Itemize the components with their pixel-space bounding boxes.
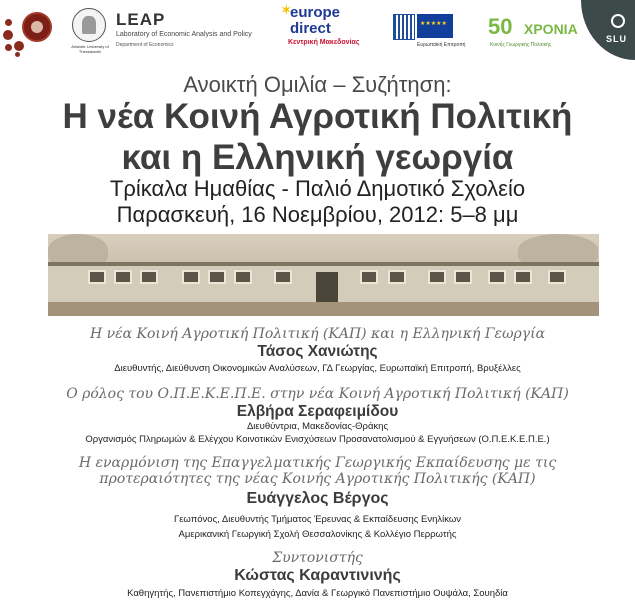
talk-2-affiliation-1: Διευθύντρια, Μακεδονίας-Θράκης xyxy=(246,421,389,432)
europe-direct-line2: direct xyxy=(290,20,331,37)
talk-1-title: Η νέα Κοινή Αγροτική Πολιτική (ΚΑΠ) και η Ελληνική Γεωργία xyxy=(89,326,546,342)
ec-building-icon xyxy=(393,14,415,40)
event-title-line2: και η Ελληνική γεωργία xyxy=(121,138,514,177)
leap-name: LEAP xyxy=(116,10,166,29)
talk-3-title-line1: Η εναρμόνιση της Επαγγελματικής Γεωργικής Εκπαίδευσης με τις xyxy=(78,455,557,471)
talk-2-affiliation-2: Οργανισμός Πληρωμών & Ελέγχου Κοινοτικών Ενισχύσεων Προσανατολισμού & Εγγυήσεων (Ο.Π.Ε.Κ.Ε.Π.Ε.) xyxy=(85,434,550,445)
xronia-word: XPONIA xyxy=(524,21,578,37)
header-logos xyxy=(0,0,635,64)
moderator-name: Κώστας Καραντινινής xyxy=(234,567,401,584)
talk-2-title: Ο ρόλος του Ο.Π.Ε.Κ.Ε.Π.Ε. στην νέα Κοινή Αγροτική Πολιτική (ΚΑΠ) xyxy=(66,386,569,402)
auth-logo xyxy=(68,8,108,56)
talk-1-speaker: Τάσος Χανιώτης xyxy=(257,343,378,360)
eu-star-icon: ✶ xyxy=(280,2,293,19)
eu-flag-icon xyxy=(417,14,453,38)
talk-2-speaker: Ελβήρα Σεραφειμίδου xyxy=(236,403,399,420)
leap-department: Department of Economics xyxy=(116,42,174,48)
slu-logo-background xyxy=(581,0,635,60)
leap-subtitle: Laboratory of Economic Analysis and Policy xyxy=(116,31,252,38)
slu-logo-text: SLU xyxy=(606,34,627,44)
school-building-photo xyxy=(48,234,599,316)
talk-3-speaker: Ευάγγελος Βέργος xyxy=(246,490,389,507)
cap-50-years-logo xyxy=(488,14,588,54)
europe-direct-region: Κεντρική Μακεδονίας xyxy=(288,39,360,46)
university-seal-icon xyxy=(22,12,52,42)
ec-text: Ευρωπαϊκή Επιτροπή xyxy=(417,42,466,48)
xronia-subtitle: Κοινής Γεωργικής Πολιτικής xyxy=(490,42,552,48)
talk-3-affiliation-1: Γεωπόνος, Διευθυντής Τμήματος Έρευνας & Εκπαίδευσης Ενηλίκων xyxy=(173,514,462,525)
event-title-line1: Η νέα Κοινή Αγροτική Πολιτική xyxy=(62,97,573,136)
slu-logo-icon xyxy=(611,14,625,28)
moderator-role: Συντονιστής xyxy=(272,550,363,566)
event-venue: Τρίκαλα Ημαθίας - Παλιό Δημοτικό Σχολείο xyxy=(109,176,526,201)
auth-logo-text: Aristotle University of Thessaloniki xyxy=(71,44,109,54)
talk-3-title-line2: προτεραιότητες της νέας Κοινής Αγροτικής Πολιτικής (ΚΑΠ) xyxy=(99,471,536,487)
talk-1-affiliation: Διευθυντής, Διεύθυνση Οικονομικών Αναλύσεων, ΓΔ Γεωργίας, Ευρωπαϊκή Επιτροπή, Βρυξέλλες xyxy=(114,363,521,374)
european-commission-logo xyxy=(393,12,473,60)
event-date: Παρασκευή, 16 Νοεμβρίου, 2012: 5–8 μμ xyxy=(116,202,519,227)
moderator-affiliation: Καθηγητής, Πανεπιστήμιο Κοπεγχάγης, Δανία & Γεωργικό Πανεπιστήμιο Ουψάλα, Σουηδία xyxy=(127,588,508,599)
auth-logo-icon xyxy=(72,8,106,42)
europe-direct-line1: europe xyxy=(290,4,341,21)
event-subtitle: Ανοικτή Ομιλία – Συζήτηση: xyxy=(183,72,452,97)
talk-3-affiliation-2: Αμερικανική Γεωργική Σχολή Θεσσαλονίκης & Κολλέγιο Περρωτής xyxy=(178,529,457,540)
xronia-number: 50 xyxy=(488,14,513,39)
